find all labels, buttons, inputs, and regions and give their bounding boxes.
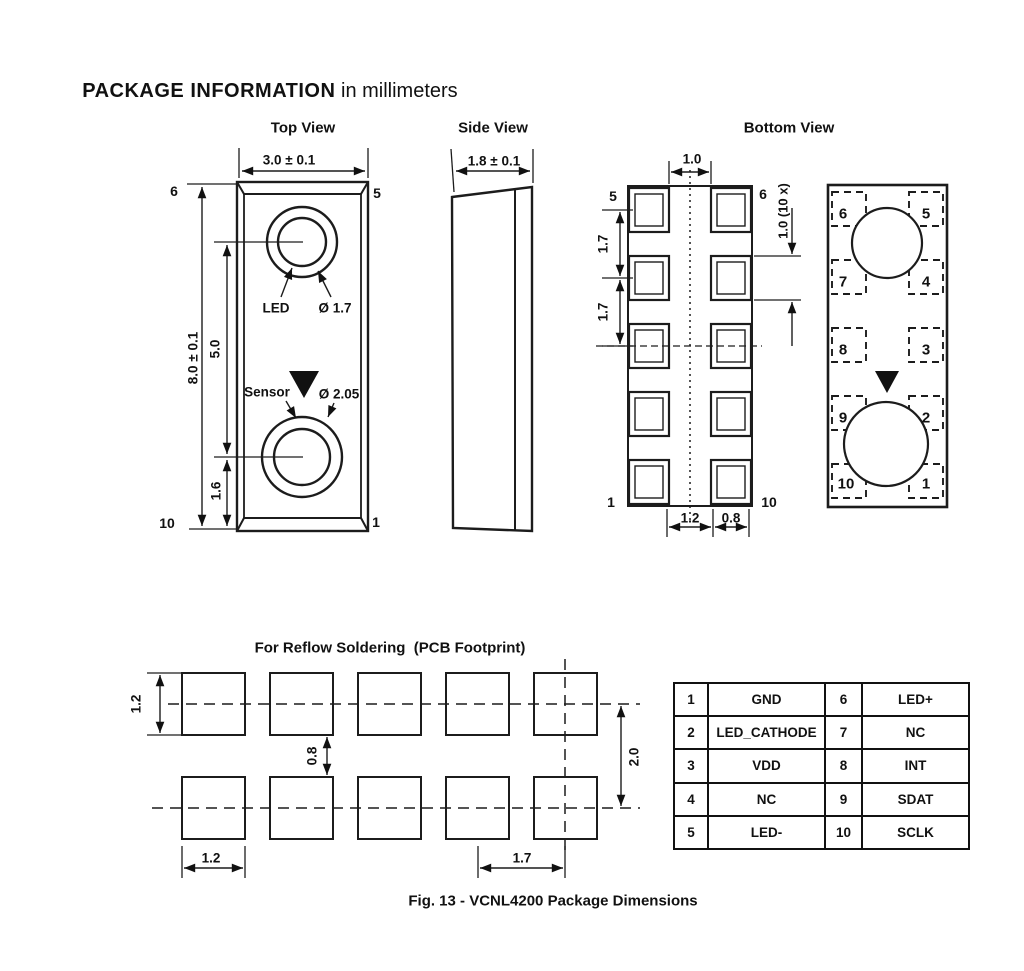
bottom-view-pin-10: 10: [761, 494, 777, 510]
bottom-view-pitch-dim-2: 1.7: [595, 302, 611, 322]
table-row: [674, 816, 969, 849]
side-view-title: Side View: [458, 119, 528, 137]
table-row: [674, 683, 969, 716]
pinmap-pin-7: 7: [838, 273, 848, 291]
pin-name: GND: [708, 683, 825, 716]
pinmap-pin-10: 10: [837, 475, 855, 493]
figure-caption: Fig. 13 - VCNL4200 Package Dimensions: [408, 892, 698, 910]
led-position-circle: [852, 208, 922, 278]
pin-number: 6: [825, 683, 862, 716]
footprint-title: For Reflow Soldering (PCB Footprint): [254, 639, 526, 657]
pin-number: 2: [674, 716, 708, 749]
pin-name: LED_CATHODE: [708, 716, 825, 749]
page-title-bold: PACKAGE INFORMATION: [82, 80, 336, 102]
top-view-pin-5: 5: [373, 185, 381, 201]
bottom-view-gap-dim: 1.0: [682, 151, 702, 167]
pinmap-pin-9: 9: [838, 409, 848, 427]
pinmap-pin-1: 1: [921, 475, 931, 493]
page-title: [60, 57, 458, 126]
pin-number: 4: [674, 783, 708, 816]
table-row: [674, 783, 969, 816]
footprint-row-pitch-dim: 2.0: [626, 747, 642, 767]
table-row: [674, 749, 969, 782]
pin-number: 1: [674, 683, 708, 716]
top-view-pin-10: 10: [159, 515, 175, 531]
top-view-width-dim: 3.0 ± 0.1: [262, 152, 316, 168]
top-view-led-sensor-dim: 5.0: [207, 339, 223, 359]
pinmap-pin-8: 8: [838, 341, 848, 359]
pin-function-table: [673, 682, 970, 850]
bottom-view-pitch-dim-1: 1.7: [595, 234, 611, 254]
footprint-col-pitch-dim: 1.7: [512, 850, 532, 866]
pinmap-pin-6: 6: [838, 205, 848, 223]
pin-name: NC: [708, 783, 825, 816]
bottom-view-title: Bottom View: [743, 119, 835, 137]
side-view-thickness-dim: 1.8 ± 0.1: [467, 153, 521, 169]
pin-number: 10: [825, 816, 862, 849]
pin-name: SCLK: [862, 816, 969, 849]
pinmap-pin-3: 3: [921, 341, 931, 359]
pinmap-pin-4: 4: [921, 273, 931, 291]
pinmap-pin-2: 2: [921, 409, 931, 427]
side-view-drawing: [451, 149, 533, 531]
bottom-view-pin-5: 5: [609, 188, 617, 204]
pin-number: 5: [674, 816, 708, 849]
pcb-footprint-drawing: [147, 659, 640, 878]
sensor-diameter-dim: Ø 2.05: [318, 386, 360, 402]
bottom-view-bottom-dim-2: 0.8: [721, 510, 741, 526]
sensor-position-circle: [844, 402, 931, 486]
pin-number: 7: [825, 716, 862, 749]
pin-number: 9: [825, 783, 862, 816]
footprint-row-gap-dim: 0.8: [304, 746, 320, 766]
pin1-marker-icon: [289, 371, 319, 398]
top-view-sensor-edge-dim: 1.6: [208, 481, 224, 501]
pin-number: 8: [825, 749, 862, 782]
top-view-height-dim: 8.0 ± 0.1: [185, 331, 201, 385]
sensor-label: Sensor: [244, 384, 290, 400]
pin-name: VDD: [708, 749, 825, 782]
led-label: LED: [262, 300, 290, 316]
pin-name: SDAT: [862, 783, 969, 816]
footprint-pad-width-dim: 1.2: [201, 850, 221, 866]
pin-name: NC: [862, 716, 969, 749]
pinmap-pin-5: 5: [921, 205, 931, 223]
pin-number: 3: [674, 749, 708, 782]
bottom-view-pin-6: 6: [759, 186, 767, 202]
bottom-view-pads-drawing: [596, 161, 801, 537]
bottom-view-bottom-dim-1: 1.2: [680, 510, 700, 526]
page-title-units: in millimeters: [335, 80, 458, 102]
pin-name: INT: [862, 749, 969, 782]
footprint-pad-height-dim: 1.2: [128, 694, 144, 714]
top-view-pin-1: 1: [372, 514, 380, 530]
bottom-view-pin-1: 1: [607, 494, 615, 510]
pin-name: LED-: [708, 816, 825, 849]
led-diameter-dim: Ø 1.7: [318, 300, 352, 316]
table-row: [674, 716, 969, 749]
top-view-title: Top View: [270, 119, 336, 137]
top-view-pin-6: 6: [170, 183, 178, 199]
pin-name: LED+: [862, 683, 969, 716]
pin1-marker-icon: [875, 371, 899, 393]
footprint-pads: [182, 673, 597, 839]
bottom-view-pad-size-dim: 1.0 (10 x): [775, 183, 791, 239]
